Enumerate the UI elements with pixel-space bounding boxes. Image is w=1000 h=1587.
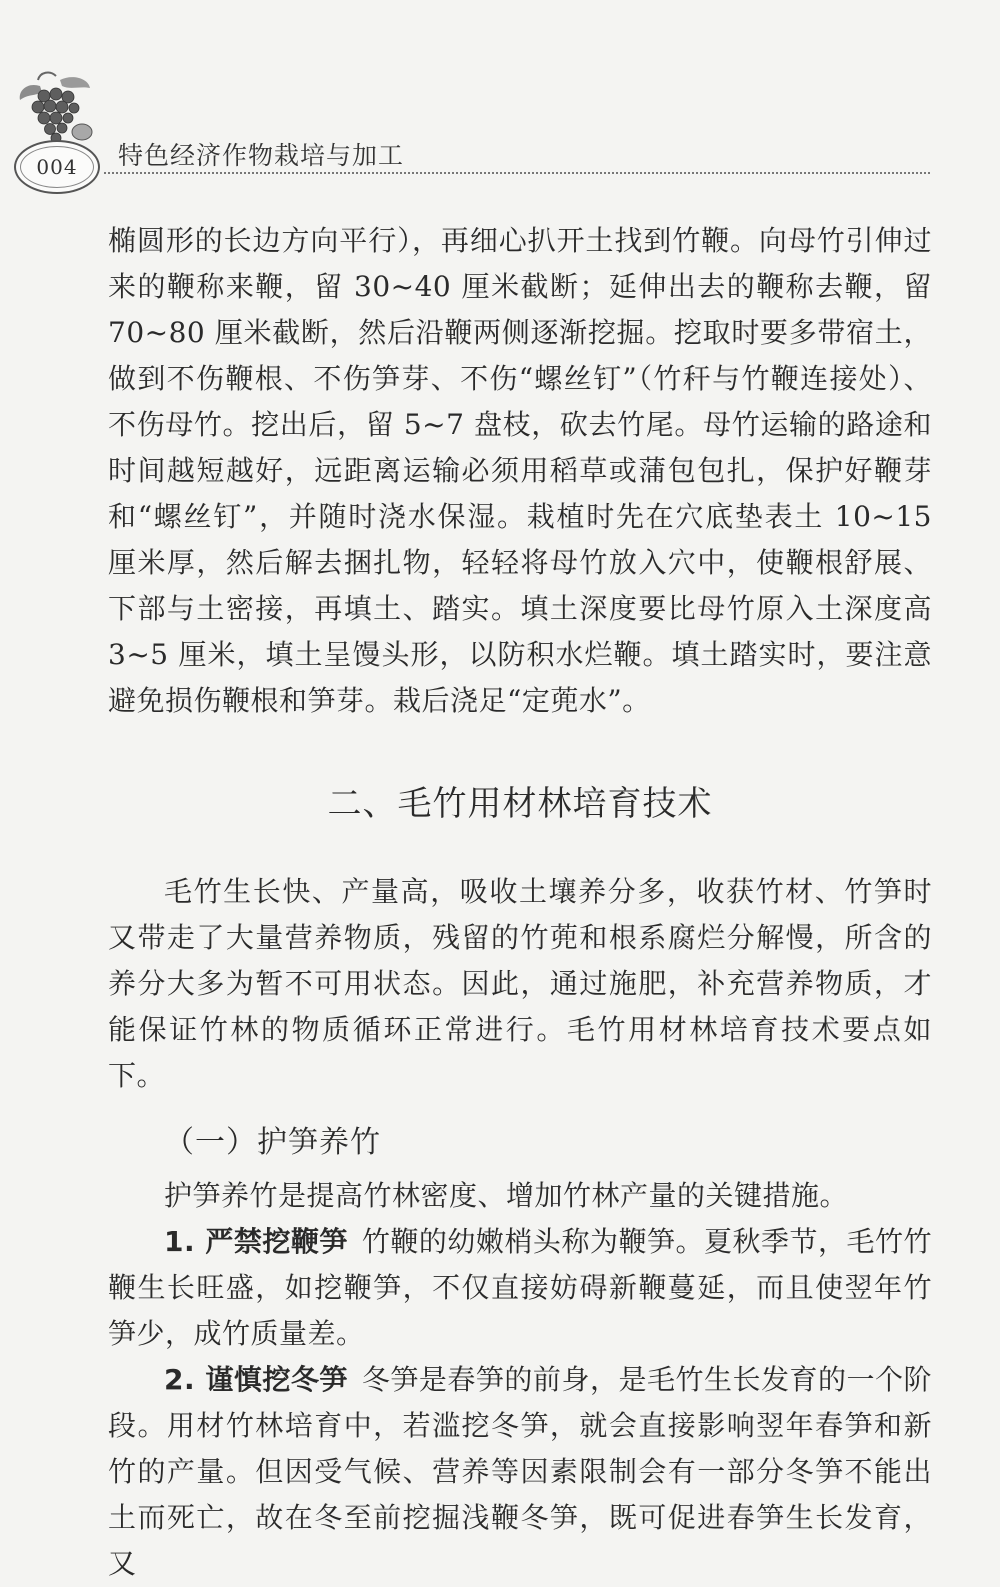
list-item-2 bbox=[108, 1357, 932, 1587]
list-item-1-label: 1. 严禁挖鞭笋 bbox=[164, 1225, 348, 1258]
section-heading: 二、毛竹用材林培育技术 bbox=[327, 784, 713, 824]
page-number-badge bbox=[14, 140, 100, 194]
list-item-1 bbox=[108, 1219, 932, 1357]
list-item-2-text: 冬笋是春笋的前身，是毛竹生长发育的一个阶段。用材竹林培育中，若滥挖冬笋，就会直接影响翌年春笋和新竹的产量。但因受气候、营养等因素限制会有一部分冬笋不能出土而死亡，故在冬至前挖掘浅鞭冬笋，既可促进春笋生长发育，又 bbox=[108, 1363, 932, 1580]
paragraph-continued: 椭圆形的长边方向平行），再细心扒开土找到竹鞭。向母竹引伸过来的鞭称来鞭，留 30~40 厘米截断；延伸出去的鞭称去鞭，留 70~80 厘米截断，然后沿鞭两侧逐渐挖掘。挖取时要多带宿土，做到不伤鞭根、不伤笋芽、不伤“螺丝钉”（竹秆与竹鞭连接处）、不伤母竹。挖出后，留 5~7 盘枝，砍去竹尾。母竹运输的路途和时间越短越好，远距离运输必须用稻草或蒲包包扎，保护好鞭芽和“螺丝钉”，并随时浇水保湿。栽植时先在穴底垫表土 10~15 厘米厚，然后解去捆扎物，轻轻将母竹放入穴中，使鞭根舒展、下部与土密接，再填土、踏实。填土深度要比母竹原入土深度高 3~5 厘米，填土呈馒头形，以防积水烂鞭。填土踏实时，要注意避免损伤鞭根和笋芽。栽后浇足“定蔸水”。 bbox=[108, 224, 932, 717]
subsection-heading: （一）护笋养竹 bbox=[164, 1125, 381, 1160]
book-title: 特色经济作物栽培与加工 bbox=[118, 141, 405, 170]
page-body bbox=[108, 218, 932, 1587]
list-item-2-label: 2. 谨慎挖冬笋 bbox=[164, 1363, 348, 1396]
header-divider bbox=[104, 172, 930, 174]
paragraph-protect-shoots: 护笋养竹是提高竹林密度、增加竹林产量的关键措施。 bbox=[164, 1179, 849, 1212]
page-header bbox=[0, 0, 1000, 200]
list-item-1-text: 竹鞭的幼嫩梢头称为鞭笋。夏秋季节，毛竹竹鞭生长旺盛，如挖鞭笋，不仅直接妨碍新鞭蔓延，而且使翌年竹笋少，成竹质量差。 bbox=[108, 1225, 932, 1350]
page-number: 004 bbox=[36, 155, 78, 179]
paragraph-intro: 毛竹生长快、产量高，吸收土壤养分多，收获竹材、竹笋时又带走了大量营养物质，残留的竹蔸和根系腐烂分解慢，所含的养分大多为暂不可用状态。因此，通过施肥，补充营养物质，才能保证竹林的物质循环正常进行。毛竹用材林培育技术要点如下。 bbox=[108, 875, 932, 1092]
